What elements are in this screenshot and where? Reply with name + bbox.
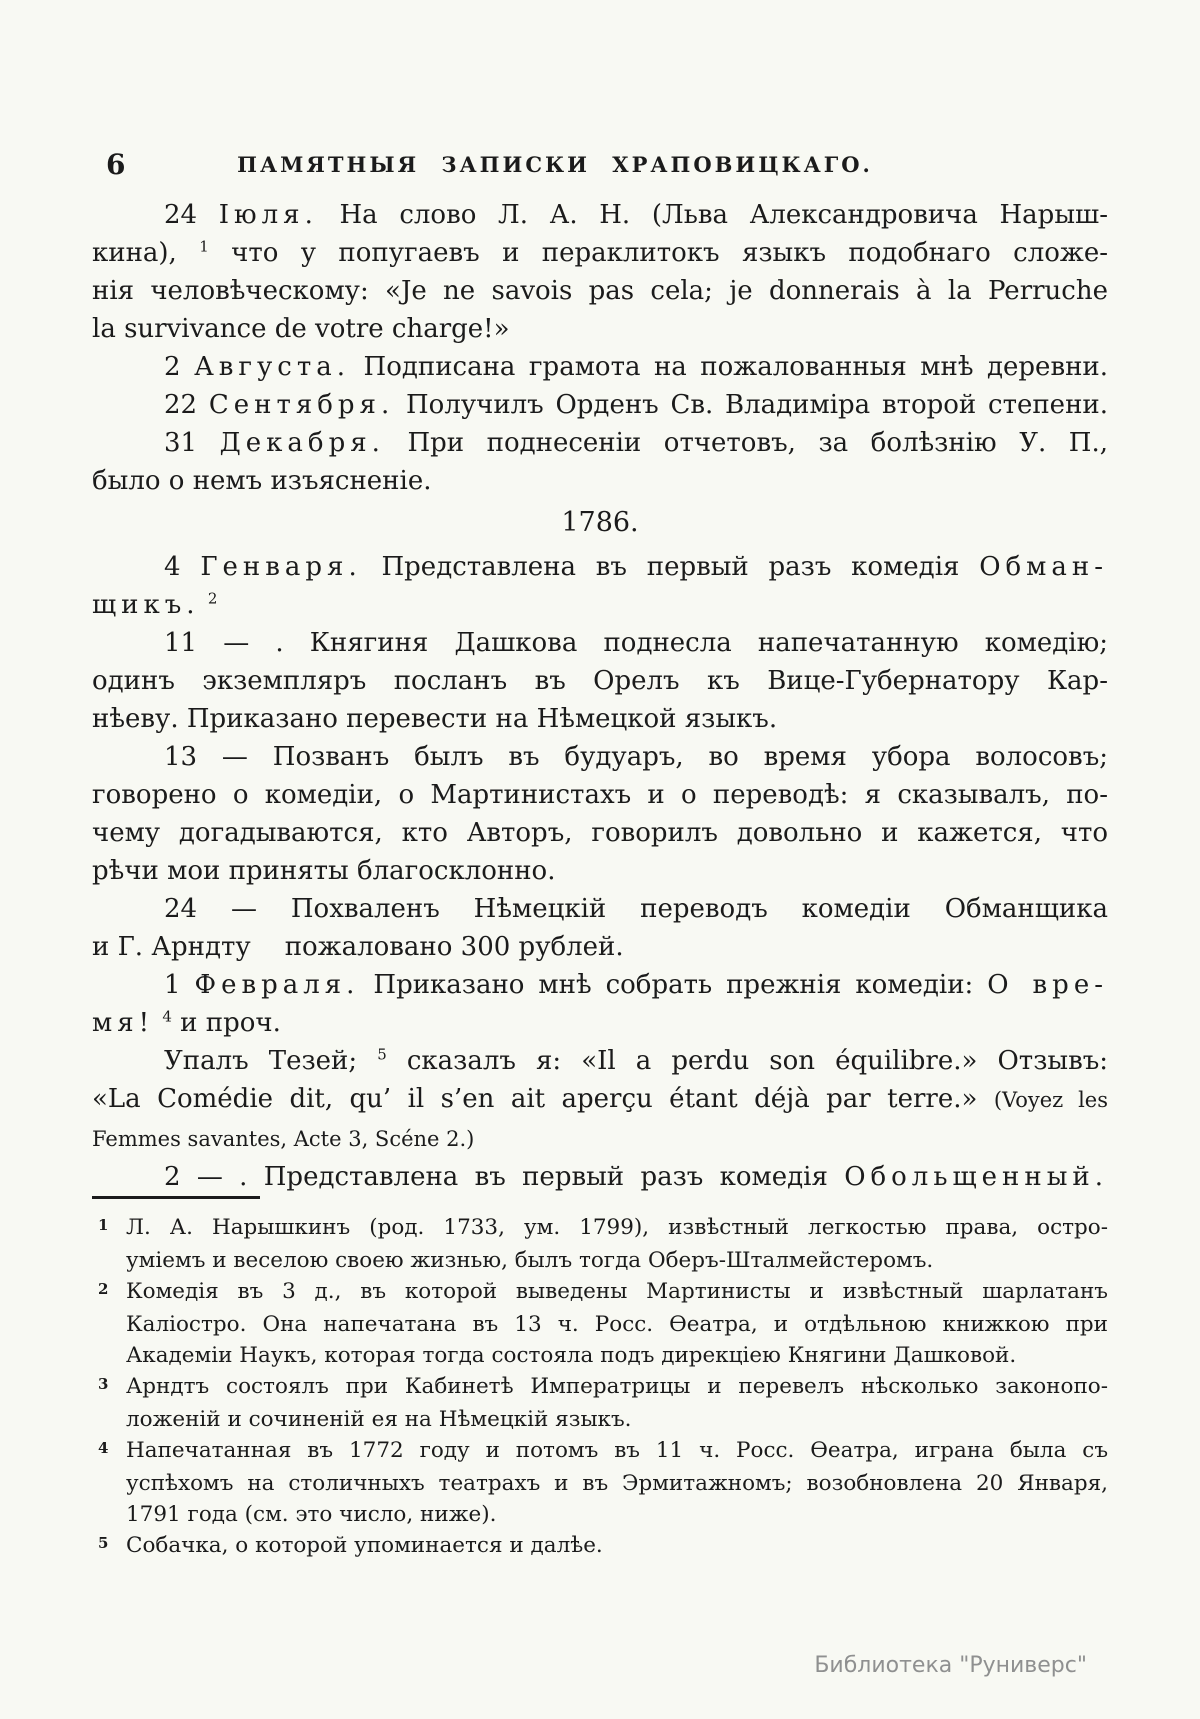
text-segment: нія человѣческому: «Je ne savois pas cela; je donnerais à la Perruche xyxy=(92,276,1108,306)
text-segment: О вре- xyxy=(987,970,1108,1000)
text-line xyxy=(92,776,1108,814)
text-segment: ложеній и сочиненій ея на Нѣмецкій языкъ. xyxy=(126,1407,632,1432)
text-line xyxy=(92,928,1108,966)
page-number: 6 xyxy=(106,148,126,181)
text-line xyxy=(92,462,1108,500)
text-line xyxy=(92,234,1108,272)
text-segment: 13 — Позванъ былъ въ будуаръ, во время убора волосовъ; xyxy=(164,742,1108,772)
text-line xyxy=(92,966,1108,1004)
text-segment: Обольщенный. xyxy=(844,1162,1108,1192)
text-segment: Обман- xyxy=(979,552,1108,582)
running-title: ПАМЯТНЫЯ ЗАПИСКИ ХРАПОВИЦКАГО. xyxy=(237,152,873,177)
text-segment: 1786. xyxy=(561,507,639,538)
footnote-line xyxy=(92,1404,1108,1435)
body-text xyxy=(92,196,1108,1196)
text-segment: Напечатанная въ 1772 году и потомъ въ 11 ч. Росс. Ѳеатра, играна была съ xyxy=(126,1438,1108,1463)
text-segment: Приказано мнѣ собрать прежнія комедіи: xyxy=(359,970,988,1000)
text-line xyxy=(92,738,1108,776)
text-line xyxy=(92,814,1108,852)
text-segment: 11 — . Княгиня Дашкова поднесла напечатанную комедію; xyxy=(164,628,1108,658)
footnote-line xyxy=(92,1276,1108,1309)
text-line xyxy=(92,700,1108,738)
text-segment: 1791 года (см. это число, ниже). xyxy=(126,1502,497,1527)
running-header xyxy=(92,146,1108,180)
text-segment: 2 xyxy=(164,352,195,382)
footnote-line xyxy=(92,1435,1108,1468)
text-line xyxy=(92,586,1108,624)
text-line xyxy=(92,1080,1108,1119)
text-line xyxy=(92,424,1108,462)
text-segment: пожаловано 300 рублей. xyxy=(284,932,624,962)
text-segment: Femmes savantes, Acte 3, Scéne 2.) xyxy=(92,1127,475,1151)
text-segment: кина), xyxy=(92,238,200,268)
text-segment: щикъ. xyxy=(92,590,200,620)
text-segment: уміемъ и веселою своею жизнью, былъ тогда Оберъ-Шталмейстеромъ. xyxy=(126,1248,934,1273)
text-segment: la survivance de votre charge!» xyxy=(92,314,510,344)
text-segment: Представлена въ первый разъ комедія xyxy=(361,552,980,582)
text-segment: Арндтъ состоялъ при Кабинетѣ Императрицы и перевелъ нѣсколько законопо- xyxy=(126,1374,1108,1399)
text-segment: Генваря. xyxy=(200,552,362,582)
text-line xyxy=(92,348,1108,386)
text-line xyxy=(92,1119,1108,1158)
text-segment: нѣеву. Приказано перевести на Нѣмецкой языкъ. xyxy=(92,704,778,734)
text-segment: При поднесеніи отчетовъ, за болѣзнію У. П., xyxy=(384,428,1108,458)
text-line xyxy=(92,548,1108,586)
footnote-line xyxy=(92,1245,1108,1276)
footnote-line xyxy=(92,1468,1108,1499)
text-segment: и Г. Арндту xyxy=(92,932,251,962)
footnote-marker: 5 xyxy=(377,1045,387,1064)
text-segment: Собачка, о которой упоминается и далѣе. xyxy=(126,1533,603,1558)
text-line xyxy=(92,624,1108,662)
text-segment: чему догадываются, кто Авторъ, говорилъ довольно и кажется, что xyxy=(92,818,1108,848)
text-segment: Академіи Наукъ, которая тогда состояла подъ дирекціею Княгини Дашковой. xyxy=(126,1343,1017,1368)
footnote-number: 3 xyxy=(98,1375,109,1393)
text-segment: Февраля. xyxy=(194,970,360,1000)
text-segment: 31 xyxy=(164,428,220,458)
text-segment: Упалъ Тезей; xyxy=(164,1046,378,1076)
footnote-line xyxy=(92,1340,1108,1371)
text-line xyxy=(92,1004,1108,1042)
text-line xyxy=(92,662,1108,700)
footnote-line xyxy=(92,1371,1108,1404)
text-segment: мя! xyxy=(92,1008,155,1038)
text-line xyxy=(92,852,1108,890)
text-segment: сказалъ я: «Il a perdu son équilibre.» Отзывъ: xyxy=(386,1046,1109,1076)
text-segment: Комедія въ 3 д., въ которой выведены Мартинисты и извѣстный шарлатанъ xyxy=(126,1279,1108,1304)
text-segment: «La Comédie dit, qu’ il s’en ait aperçu étant déjà par terre.» xyxy=(92,1084,994,1114)
text-segment: 1 xyxy=(164,970,195,1000)
text-segment: (Voyez les xyxy=(993,1088,1108,1112)
text-segment: Каліостро. Она напечатана въ 13 ч. Росс. Ѳеатра, и отдѣльною книжкою при xyxy=(126,1312,1108,1337)
footnote-marker: 2 xyxy=(207,589,218,608)
text-segment: Л. А. Нарышкинъ (род. 1733, ум. 1799), извѣстный легкостью права, остро- xyxy=(126,1215,1108,1240)
footnote-line xyxy=(92,1499,1108,1530)
text-segment: Декабря. xyxy=(219,428,385,458)
text-segment: рѣчи мои приняты благосклонно. xyxy=(92,856,556,886)
text-line xyxy=(92,310,1108,348)
text-segment: Получилъ Орденъ Св. Владиміра второй степени. xyxy=(394,390,1108,420)
text-segment: 4 xyxy=(164,552,201,582)
footnote-number: 2 xyxy=(98,1280,109,1298)
text-line xyxy=(92,890,1108,928)
footnote-number: 4 xyxy=(98,1439,109,1457)
text-segment: 2 — . Представлена въ первый разъ комедія xyxy=(164,1162,845,1192)
text-line xyxy=(92,196,1108,234)
footnote-line xyxy=(92,1212,1108,1245)
text-segment: говорено о комедіи, о Мартинистахъ и о переводѣ: я сказывалъ, по- xyxy=(92,780,1108,810)
text-line xyxy=(92,386,1108,424)
footnote-line xyxy=(92,1530,1108,1563)
footnote-marker: 1 xyxy=(199,237,209,256)
footnote-line xyxy=(92,1309,1108,1340)
text-segment xyxy=(200,590,208,620)
text-segment: Подписана грамота на пожалованныя мнѣ деревни. xyxy=(350,352,1109,382)
text-segment: одинъ экземпляръ посланъ въ Орелъ къ Вице-Губернатору Кар- xyxy=(92,666,1108,696)
text-line xyxy=(92,1158,1108,1196)
text-segment: 24 xyxy=(164,200,219,230)
text-segment: 22 xyxy=(164,390,209,420)
text-segment: Іюля. xyxy=(218,200,318,230)
library-watermark: Библиотека "Руниверс" xyxy=(814,1653,1087,1678)
footnote-separator xyxy=(92,1196,260,1199)
text-line xyxy=(92,272,1108,310)
text-segment: 24 — Похваленъ Нѣмецкій переводъ комедіи Обманщика xyxy=(164,894,1108,924)
text-line xyxy=(92,1042,1108,1080)
text-segment: было о немъ изъясненіе. xyxy=(92,466,432,496)
footnote-number: 1 xyxy=(98,1216,109,1234)
text-segment: что у попугаевъ и пераклитокъ языкъ подобнаго сложе- xyxy=(208,238,1108,268)
text-segment: и проч. xyxy=(171,1008,281,1038)
footnotes xyxy=(92,1212,1108,1563)
text-segment: На слово Л. А. Н. (Льва Александровича Нарыш- xyxy=(317,200,1108,230)
text-segment: Августа. xyxy=(194,352,351,382)
footnote-marker: 4 xyxy=(162,1007,172,1026)
text-segment: Сентября. xyxy=(208,390,395,420)
text-segment: успѣхомъ на столичныхъ театрахъ и въ Эрмитажномъ; возобновлена 20 Января, xyxy=(126,1471,1108,1496)
footnote-number: 5 xyxy=(98,1534,109,1552)
text-line xyxy=(92,504,1108,542)
